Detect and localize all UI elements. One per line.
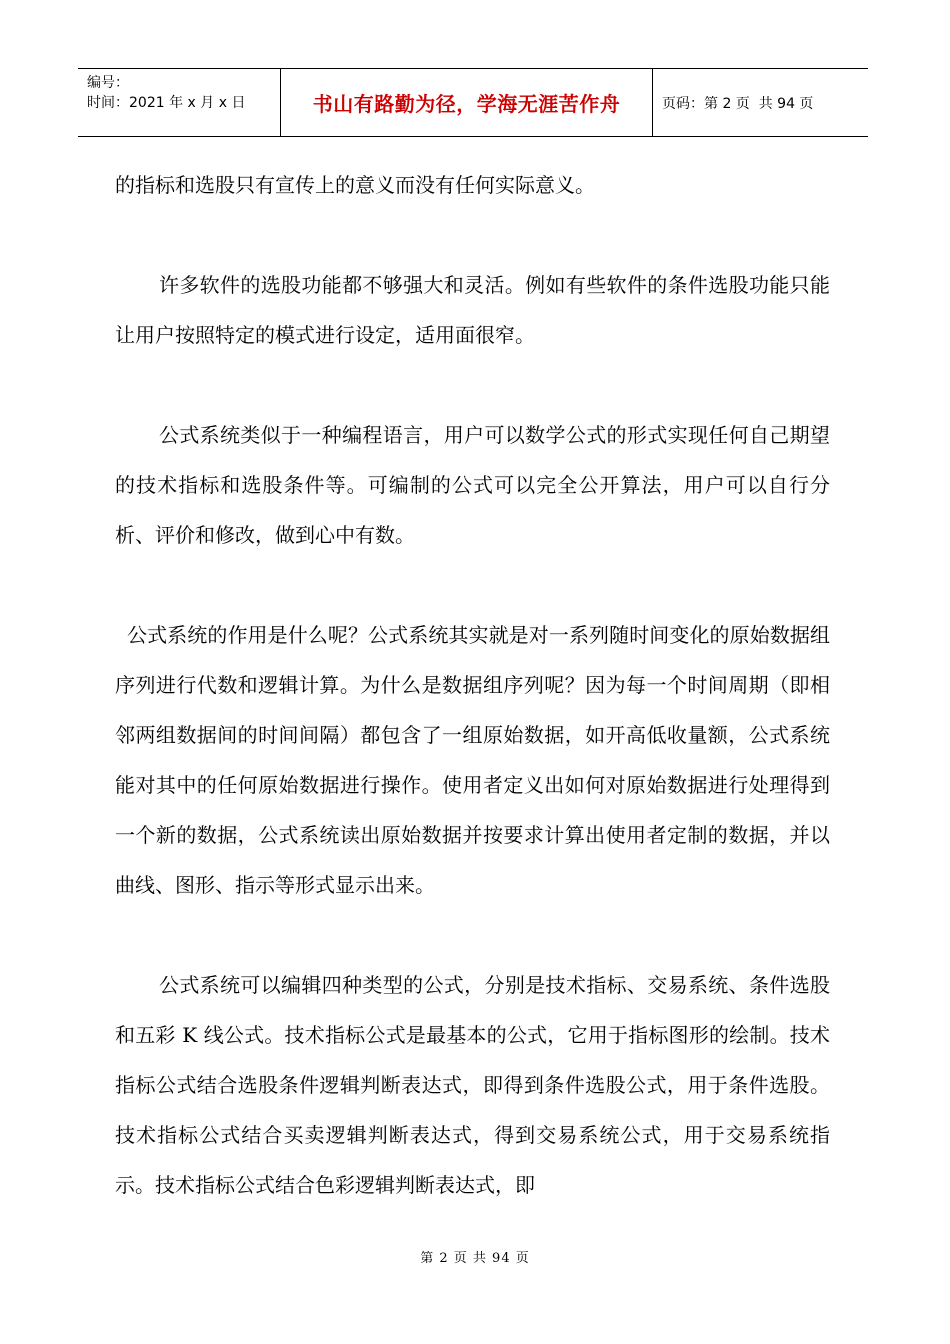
document-body — [115, 160, 830, 1260]
paragraph: 公式系统类似于一种编程语言，用户可以数学公式的形式实现任何自己期望的技术指标和选股条件等。可编制的公式可以完全公开算法，用户可以自行分析、评价和修改，做到心中有数。 — [115, 423, 830, 547]
document-number-label: 编号： — [87, 75, 129, 91]
paragraph: 的指标和选股只有宣传上的意义而没有任何实际意义。 — [115, 173, 595, 197]
page-footer: 第 2 页 共 94 页 — [420, 1251, 530, 1266]
paragraph: 许多软件的选股功能都不够强大和灵活。例如有些软件的条件选股功能只能让用户按照特定的模式进行设定，适用面很窄。 — [115, 273, 830, 347]
paragraph: 公式系统的作用是什么呢？公式系统其实就是对一系列随时间变化的原始数据组序列进行代数和逻辑计算。为什么是数据组序列呢？因为每一个时间周期（即相邻两组数据间的时间间隔）都包含了一组原始数据，如开高低收量额，公式系统能对其中的任何原始数据进行操作。使用者定义出如何对原始数据进行处理得到一个新的数据，公式系统读出原始数据并按要求计算出使用者定制的数据，并以曲线、图形、指示等形式显示出来。 — [115, 623, 830, 897]
header-page-label: 页码：第 2 页 共 94 页 — [662, 95, 814, 112]
header-page-info — [653, 69, 868, 136]
header-motto: 书山有路勤为径，学海无涯苦作舟 — [280, 69, 653, 136]
header-meta — [78, 69, 280, 136]
page-header — [78, 68, 868, 137]
paragraph: 公式系统可以编辑四种类型的公式，分别是技术指标、交易系统、条件选股和五彩 K 线公式。技术指标公式是最基本的公式，它用于指标图形的绘制。技术指标公式结合选股条件逻辑判断表达式，即得到条件选股公式，用于条件选股。技术指标公式结合买卖逻辑判断表达式，得到交易系统公式，用于交易系统指示。技术指标公式结合色彩逻辑判断表达式，即 — [115, 973, 830, 1197]
document-date: 时间：2021 年 x 月 x 日 — [87, 95, 246, 111]
